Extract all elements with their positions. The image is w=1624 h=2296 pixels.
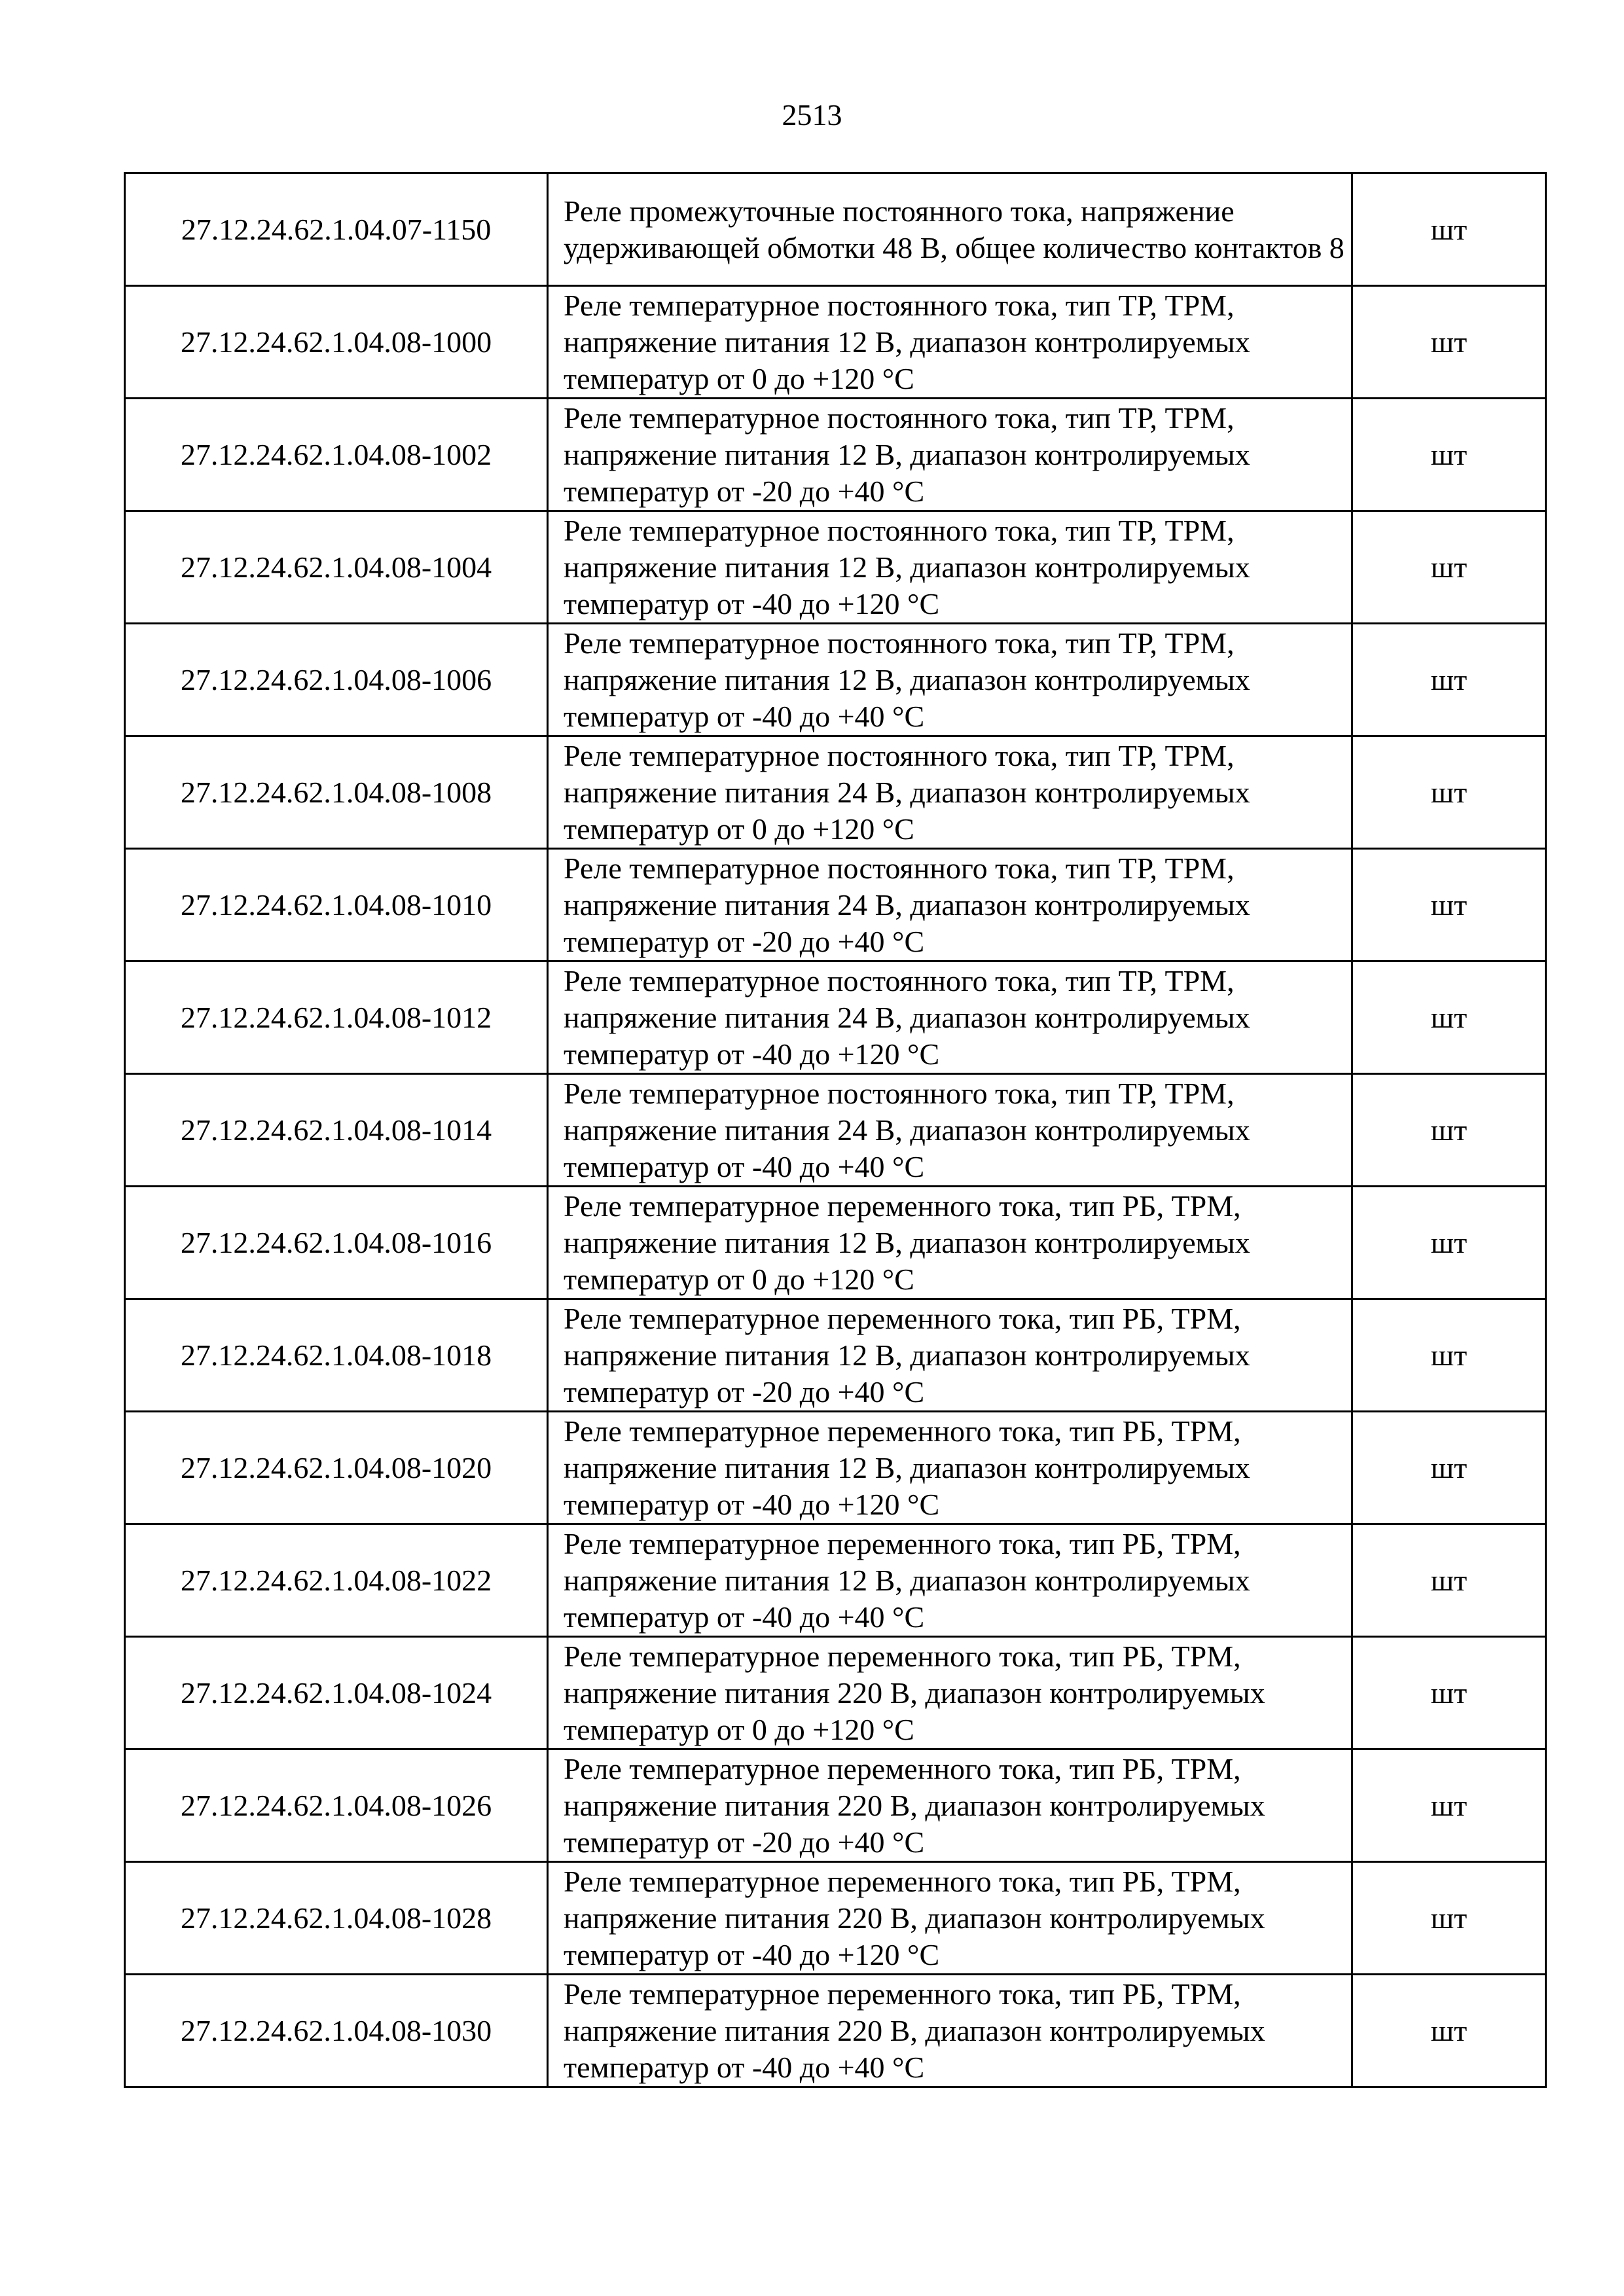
description-cell (548, 1412, 1352, 1524)
description-text: Реле температурное постоянного тока, тип ТР, ТРМ, напряжение питания 24 В, диапазон контролируемых температур от -20 до +40 °С (564, 851, 1250, 958)
table-row (125, 624, 1546, 736)
unit-cell: шт (1352, 1187, 1546, 1299)
unit-cell: шт (1352, 736, 1546, 849)
table-row (125, 399, 1546, 511)
unit-cell: шт (1352, 1074, 1546, 1187)
description-text: Реле промежуточные постоянного тока, напряжение удерживающей обмотки 48 В, общее количество контактов 8 (564, 194, 1344, 264)
table-row (125, 961, 1546, 1074)
unit-cell: шт (1352, 1299, 1546, 1412)
unit-cell: шт (1352, 624, 1546, 736)
description-cell (548, 1187, 1352, 1299)
unit-cell: шт (1352, 1524, 1546, 1637)
description-cell (548, 1975, 1352, 2087)
resource-code-cell: 27.12.24.62.1.04.08-1026 (125, 1749, 548, 1862)
resource-code-cell: 27.12.24.62.1.04.08-1004 (125, 511, 548, 624)
unit-cell: шт (1352, 1412, 1546, 1524)
resource-code-cell: 27.12.24.62.1.04.08-1020 (125, 1412, 548, 1524)
table-row (125, 1299, 1546, 1412)
description-text: Реле температурное постоянного тока, тип ТР, ТРМ, напряжение питания 24 В, диапазон контролируемых температур от -40 до +40 °С (564, 1076, 1250, 1183)
unit-cell: шт (1352, 1975, 1546, 2087)
description-text: Реле температурное переменного тока, тип РБ, ТРМ, напряжение питания 12 В, диапазон контролируемых температур от -40 до +120 °С (564, 1414, 1250, 1521)
table-row (125, 1862, 1546, 1975)
resource-code-cell: 27.12.24.62.1.04.08-1002 (125, 399, 548, 511)
description-cell (548, 1862, 1352, 1975)
description-text: Реле температурное постоянного тока, тип ТР, ТРМ, напряжение питания 12 В, диапазон контролируемых температур от -40 до +120 °С (564, 513, 1250, 620)
resource-table (124, 172, 1547, 2088)
table-row (125, 1749, 1546, 1862)
resource-code-cell: 27.12.24.62.1.04.08-1000 (125, 286, 548, 399)
description-cell (548, 736, 1352, 849)
description-text: Реле температурное постоянного тока, тип ТР, ТРМ, напряжение питания 12 В, диапазон контролируемых температур от 0 до +120 °С (564, 288, 1250, 395)
description-text: Реле температурное переменного тока, тип РБ, ТРМ, напряжение питания 12 В, диапазон контролируемых температур от -20 до +40 °С (564, 1301, 1250, 1408)
resource-code-cell: 27.12.24.62.1.04.08-1016 (125, 1187, 548, 1299)
resource-code-cell: 27.12.24.62.1.04.08-1018 (125, 1299, 548, 1412)
resource-code-cell: 27.12.24.62.1.04.08-1022 (125, 1524, 548, 1637)
description-cell (548, 1637, 1352, 1749)
description-text: Реле температурное переменного тока, тип РБ, ТРМ, напряжение питания 220 В, диапазон контролируемых температур от -40 до +40 °С (564, 1977, 1265, 2084)
table-row (125, 1975, 1546, 2087)
description-text: Реле температурное переменного тока, тип РБ, ТРМ, напряжение питания 12 В, диапазон контролируемых температур от 0 до +120 °С (564, 1189, 1250, 1296)
description-cell (548, 173, 1352, 286)
unit-cell: шт (1352, 1749, 1546, 1862)
description-cell (548, 961, 1352, 1074)
description-text: Реле температурное постоянного тока, тип ТР, ТРМ, напряжение питания 12 В, диапазон контролируемых температур от -40 до +40 °С (564, 626, 1250, 733)
unit-cell: шт (1352, 173, 1546, 286)
description-text: Реле температурное переменного тока, тип РБ, ТРМ, напряжение питания 220 В, диапазон контролируемых температур от 0 до +120 °С (564, 1639, 1265, 1746)
resource-code-cell: 27.12.24.62.1.04.08-1006 (125, 624, 548, 736)
table-row (125, 1187, 1546, 1299)
page-number: 2513 (782, 98, 842, 132)
resource-code-cell: 27.12.24.62.1.04.08-1012 (125, 961, 548, 1074)
unit-cell: шт (1352, 849, 1546, 961)
table-row (125, 286, 1546, 399)
table-row (125, 1412, 1546, 1524)
description-cell (548, 1749, 1352, 1862)
table-row (125, 849, 1546, 961)
description-text: Реле температурное постоянного тока, тип ТР, ТРМ, напряжение питания 24 В, диапазон контролируемых температур от 0 до +120 °С (564, 738, 1250, 846)
resource-code-cell: 27.12.24.62.1.04.08-1024 (125, 1637, 548, 1749)
resource-code-cell: 27.12.24.62.1.04.08-1010 (125, 849, 548, 961)
description-cell (548, 1524, 1352, 1637)
resource-code-cell: 27.12.24.62.1.04.08-1030 (125, 1975, 548, 2087)
description-text: Реле температурное переменного тока, тип РБ, ТРМ, напряжение питания 12 В, диапазон контролируемых температур от -40 до +40 °С (564, 1526, 1250, 1634)
table-row (125, 173, 1546, 286)
description-cell (548, 624, 1352, 736)
resource-code-cell: 27.12.24.62.1.04.07-1150 (125, 173, 548, 286)
description-text: Реле температурное переменного тока, тип РБ, ТРМ, напряжение питания 220 В, диапазон контролируемых температур от -20 до +40 °С (564, 1751, 1265, 1859)
description-cell (548, 286, 1352, 399)
description-cell (548, 399, 1352, 511)
description-text: Реле температурное постоянного тока, тип ТР, ТРМ, напряжение питания 12 В, диапазон контролируемых температур от -20 до +40 °С (564, 401, 1250, 508)
table-row (125, 1637, 1546, 1749)
unit-cell: шт (1352, 511, 1546, 624)
resource-code-cell: 27.12.24.62.1.04.08-1028 (125, 1862, 548, 1975)
description-cell (548, 1074, 1352, 1187)
resource-code-cell: 27.12.24.62.1.04.08-1014 (125, 1074, 548, 1187)
table-row (125, 736, 1546, 849)
table-row (125, 1524, 1546, 1637)
description-text: Реле температурное постоянного тока, тип ТР, ТРМ, напряжение питания 24 В, диапазон контролируемых температур от -40 до +120 °С (564, 963, 1250, 1071)
unit-cell: шт (1352, 961, 1546, 1074)
unit-cell: шт (1352, 1862, 1546, 1975)
resource-table-body (125, 173, 1546, 2087)
table-row (125, 511, 1546, 624)
unit-cell: шт (1352, 399, 1546, 511)
description-text: Реле температурное переменного тока, тип РБ, ТРМ, напряжение питания 220 В, диапазон контролируемых температур от -40 до +120 °С (564, 1864, 1265, 1971)
table-row (125, 1074, 1546, 1187)
description-cell (548, 1299, 1352, 1412)
resource-code-cell: 27.12.24.62.1.04.08-1008 (125, 736, 548, 849)
description-cell (548, 511, 1352, 624)
description-cell (548, 849, 1352, 961)
unit-cell: шт (1352, 286, 1546, 399)
unit-cell: шт (1352, 1637, 1546, 1749)
